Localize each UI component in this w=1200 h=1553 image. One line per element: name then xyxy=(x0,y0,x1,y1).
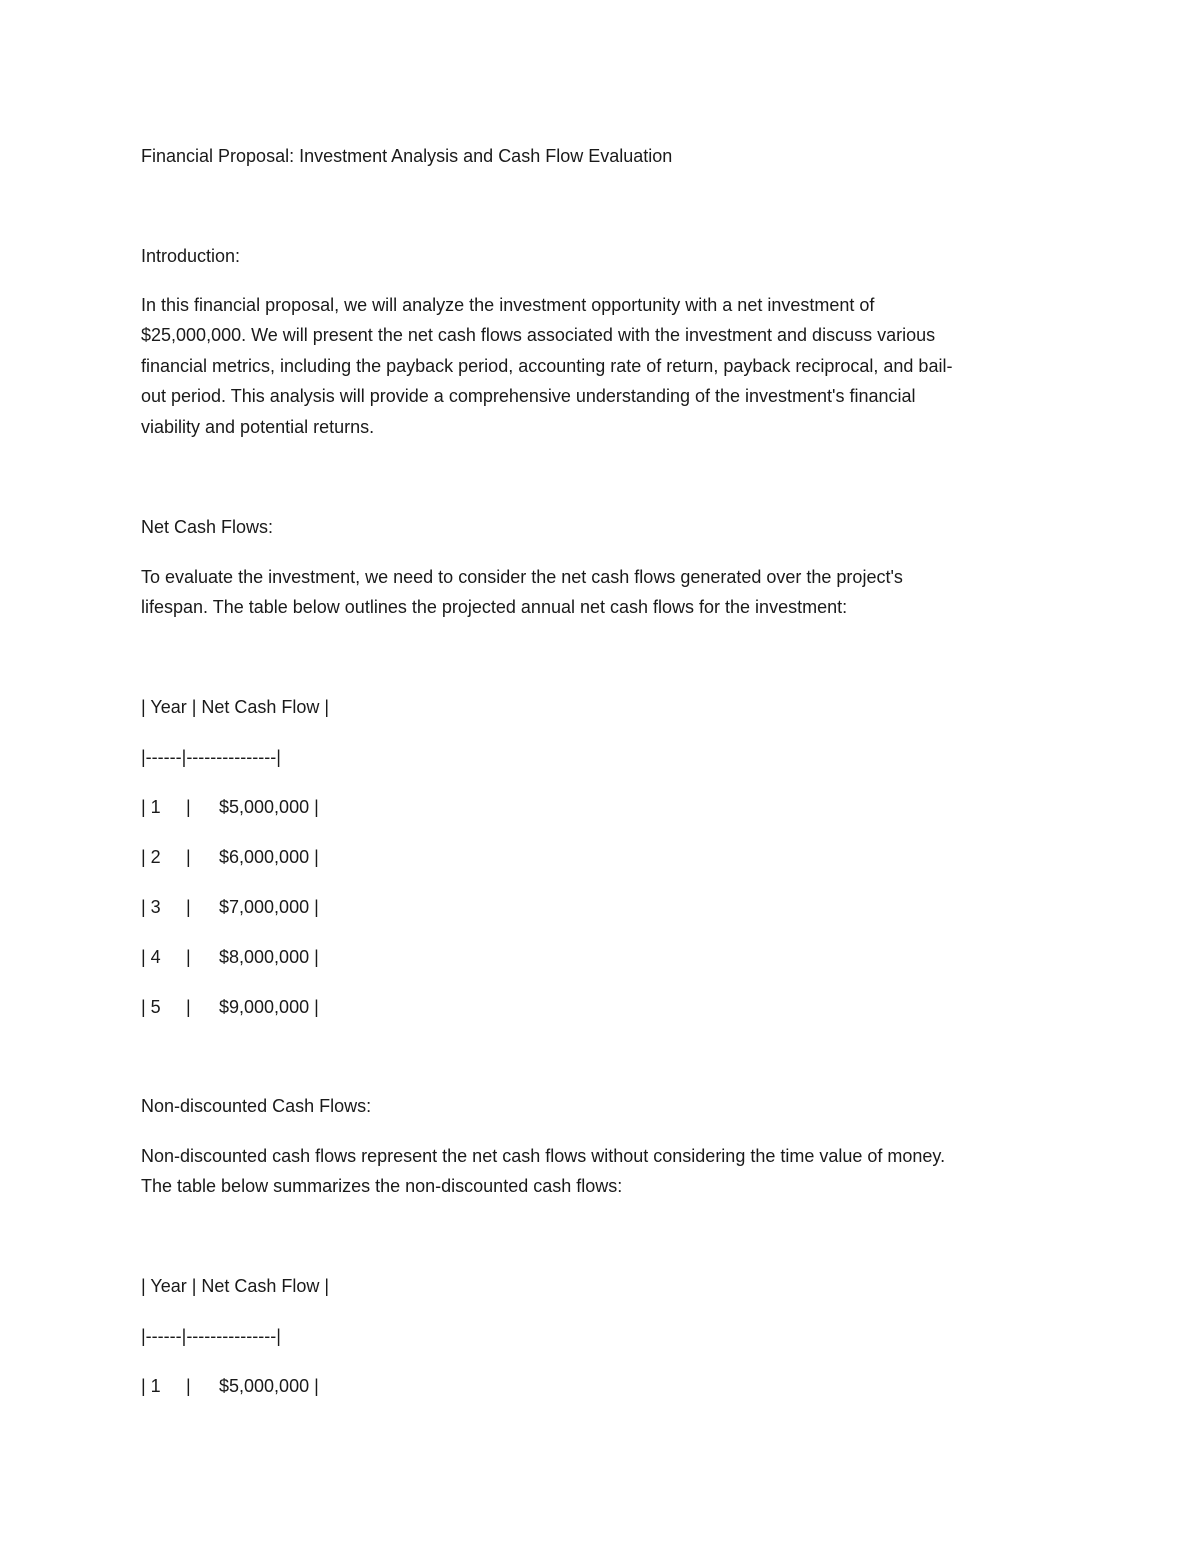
paragraph-line: $25,000,000. We will present the net cash flows associated with the investment and discuss various xyxy=(141,325,936,346)
year-cell: | 3 xyxy=(141,897,161,917)
table-header: | Year | Net Cash Flow | xyxy=(141,1276,330,1296)
column-separator: | xyxy=(186,847,191,867)
paragraph-line: viability and potential returns. xyxy=(141,416,375,437)
table-separator: |------|---------------| xyxy=(141,747,281,767)
paragraph-line: Non-discounted cash flows represent the net cash flows without considering the time value of money. xyxy=(141,1146,946,1166)
year-cell: | 2 xyxy=(141,847,161,867)
value-cell: $8,000,000 | xyxy=(219,947,319,967)
non-discounted-paragraph xyxy=(141,1141,1041,1202)
non-discounted-heading: Non-discounted Cash Flows: xyxy=(141,1096,372,1116)
table-separator: |------|---------------| xyxy=(141,1326,281,1346)
value-cell: $7,000,000 | xyxy=(219,897,319,917)
net-cash-flows-heading: Net Cash Flows: xyxy=(141,517,274,537)
document-title: Financial Proposal: Investment Analysis and Cash Flow Evaluation xyxy=(141,146,673,166)
net-cash-flows-paragraph xyxy=(141,562,1041,623)
paragraph-line: The table below summarizes the non-discounted cash flows: xyxy=(141,1176,623,1197)
value-cell: $5,000,000 | xyxy=(219,1376,319,1396)
value-cell: $9,000,000 | xyxy=(219,997,319,1017)
year-cell: | 4 xyxy=(141,947,161,967)
paragraph-line: To evaluate the investment, we need to consider the net cash flows generated over the project's xyxy=(141,567,903,587)
introduction-heading: Introduction: xyxy=(141,246,241,266)
value-cell: $5,000,000 | xyxy=(219,797,319,817)
year-cell: | 1 xyxy=(141,797,161,817)
year-cell: | 5 xyxy=(141,997,161,1017)
introduction-paragraph xyxy=(141,290,1041,442)
paragraph-line: lifespan. The table below outlines the projected annual net cash flows for the investment: xyxy=(141,597,848,618)
value-cell: $6,000,000 | xyxy=(219,847,319,867)
column-separator: | xyxy=(186,947,191,967)
paragraph-line: In this financial proposal, we will analyze the investment opportunity with a net investment of xyxy=(141,295,875,315)
paragraph-line: financial metrics, including the payback period, accounting rate of return, payback reciprocal, and bail- xyxy=(141,355,953,376)
column-separator: | xyxy=(186,797,191,817)
table-header: | Year | Net Cash Flow | xyxy=(141,697,330,717)
column-separator: | xyxy=(186,1376,191,1396)
column-separator: | xyxy=(186,997,191,1017)
paragraph-line: out period. This analysis will provide a comprehensive understanding of the investment's financial xyxy=(141,386,916,407)
year-cell: | 1 xyxy=(141,1376,161,1396)
column-separator: | xyxy=(186,897,191,917)
